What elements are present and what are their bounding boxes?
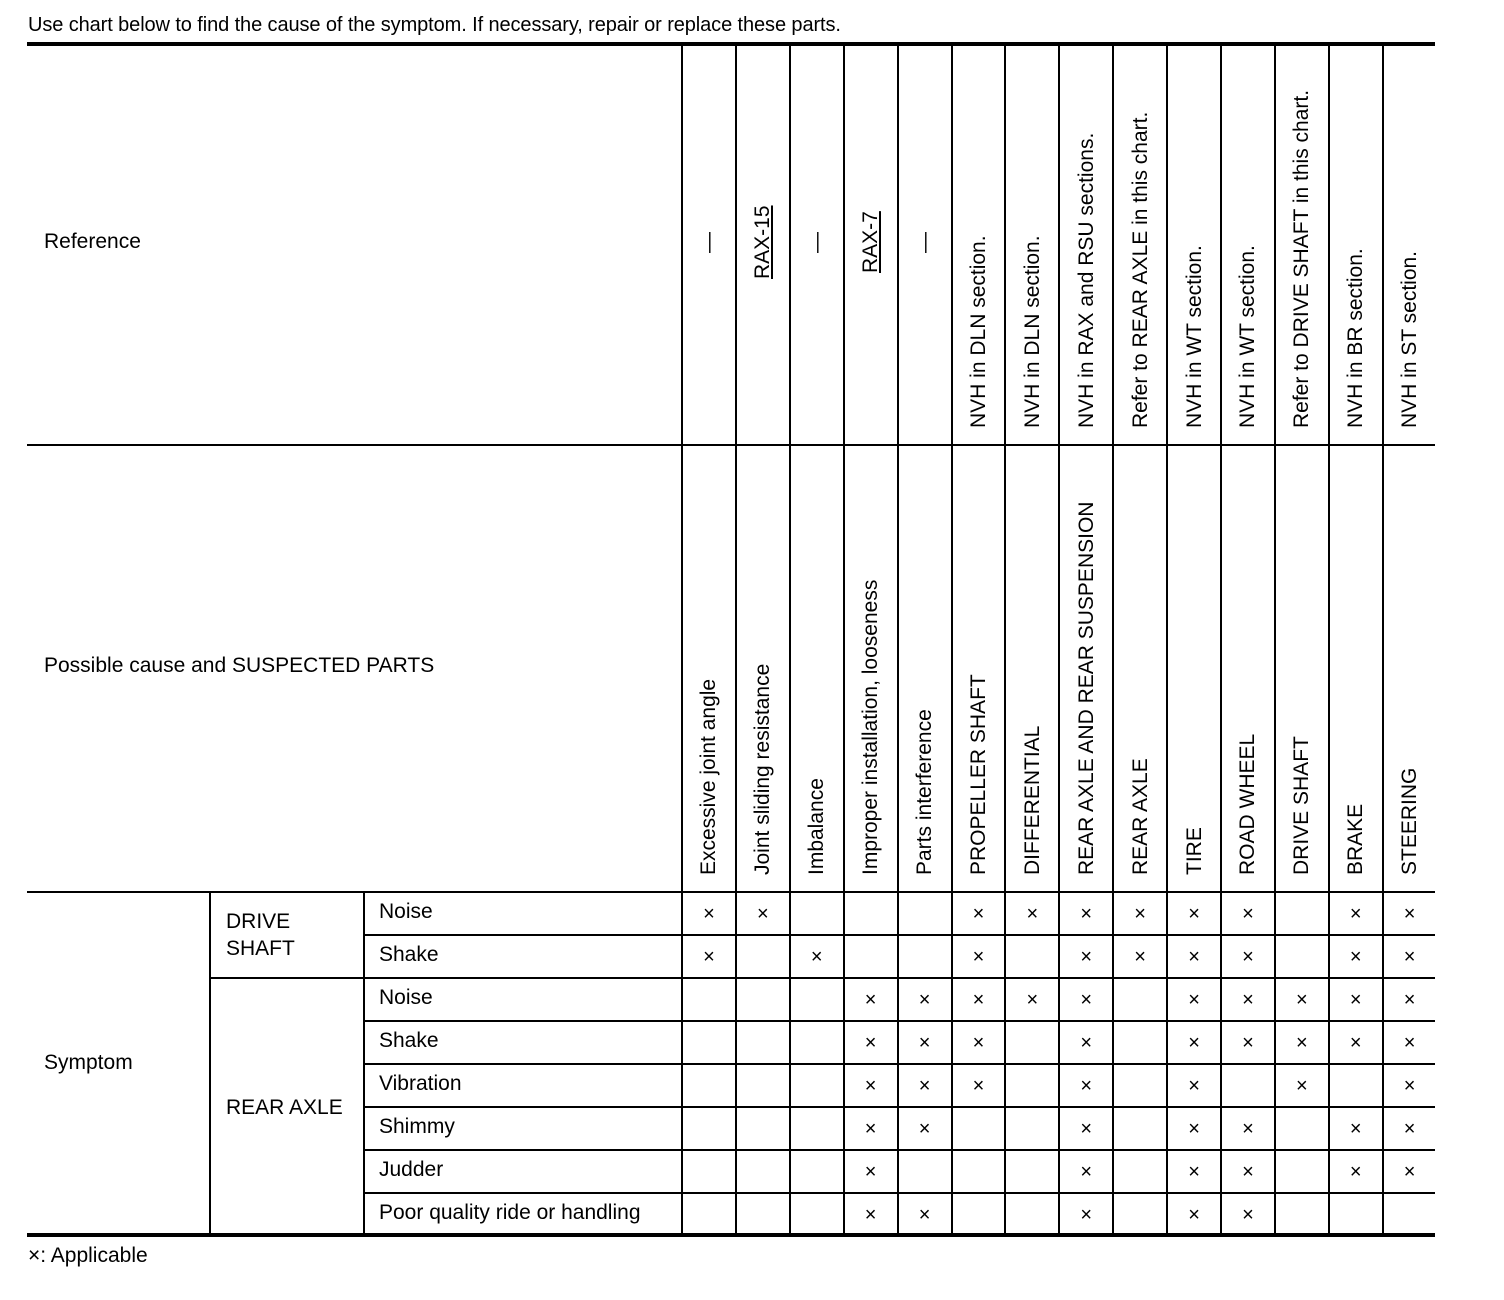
- reference-divider: [27, 444, 1435, 446]
- row-divider: [363, 1192, 1435, 1194]
- reference-row-header: Reference: [44, 230, 141, 253]
- group-divider: [209, 891, 211, 1235]
- cause-entry: REAR AXLE AND REAR SUSPENSION: [1074, 501, 1098, 875]
- reference-entry: NVH in WT section.: [1236, 245, 1260, 428]
- applicable-mark: ×: [1188, 1203, 1200, 1226]
- applicable-mark: ×: [1080, 902, 1093, 925]
- symptom-row-header: Symptom: [44, 1051, 133, 1074]
- applicable-mark: ×: [1296, 1074, 1308, 1097]
- applicable-mark: ×: [918, 1074, 931, 1097]
- applicable-mark: ×: [1349, 902, 1362, 925]
- applicable-mark: ×: [1403, 902, 1416, 925]
- reference-entry: NVH in RAX and RSU sections.: [1074, 132, 1098, 428]
- symptom-label: Noise: [379, 986, 433, 1009]
- applicable-mark: ×: [1242, 1031, 1254, 1054]
- applicable-mark: ×: [1242, 1160, 1254, 1183]
- applicable-mark: ×: [1242, 1203, 1254, 1226]
- cause-entry: Excessive joint angle: [697, 678, 721, 875]
- symptom-group-label: REAR AXLE: [226, 1095, 343, 1119]
- cause-entry: REAR AXLE: [1128, 758, 1152, 875]
- cause-entry: Parts interference: [913, 709, 937, 875]
- applicable-mark: ×: [1080, 945, 1093, 968]
- applicable-mark: ×: [1349, 1117, 1362, 1140]
- applicable-mark: ×: [1188, 1117, 1200, 1140]
- cause-entry: Improper installation, looseness: [859, 579, 883, 875]
- reference-entry: —: [913, 231, 937, 253]
- cause-divider: [27, 891, 1435, 893]
- row-divider: [363, 1149, 1435, 1151]
- applicable-mark: ×: [1188, 945, 1200, 968]
- applicable-mark: ×: [864, 1203, 877, 1226]
- column-divider: [951, 42, 953, 1235]
- applicable-mark: ×: [1080, 1074, 1093, 1097]
- applicable-mark: ×: [972, 1031, 985, 1054]
- applicable-mark: ×: [703, 945, 715, 968]
- applicable-mark: ×: [1080, 1117, 1093, 1140]
- applicable-mark: ×: [1080, 1203, 1093, 1226]
- symptom-chart-table: [27, 42, 1435, 1237]
- reference-entry: NVH in BR section.: [1344, 248, 1368, 428]
- cause-entry: DIFFERENTIAL: [1020, 725, 1044, 875]
- applicable-mark: ×: [918, 1117, 931, 1140]
- reference-entry: RAX-15: [751, 205, 775, 279]
- symptom-label: Judder: [379, 1158, 444, 1181]
- applicable-mark: ×: [972, 1074, 985, 1097]
- applicable-mark: ×: [1349, 988, 1362, 1011]
- applicable-mark: ×: [1403, 1160, 1416, 1183]
- reference-entry: —: [805, 231, 829, 253]
- symptom-label: Shake: [379, 1029, 439, 1052]
- legend-applicable: ×: Applicable: [28, 1244, 148, 1267]
- row-divider: [363, 1063, 1435, 1065]
- applicable-mark: ×: [864, 1074, 877, 1097]
- applicable-mark: ×: [1242, 1117, 1254, 1140]
- symptom-group-label: DRIVE: [226, 910, 291, 933]
- applicable-mark: ×: [1080, 1160, 1093, 1183]
- row-divider: [363, 1106, 1435, 1108]
- applicable-mark: ×: [864, 1160, 877, 1183]
- column-divider: [1112, 42, 1114, 1235]
- column-divider: [1004, 42, 1006, 1235]
- cause-entry: Imbalance: [805, 778, 829, 875]
- applicable-mark: ×: [757, 902, 769, 925]
- top-rule: [27, 42, 1435, 46]
- applicable-mark: ×: [1403, 945, 1416, 968]
- cause-entry: TIRE: [1182, 827, 1206, 875]
- reference-entry: —: [697, 231, 721, 253]
- applicable-mark: ×: [972, 902, 985, 925]
- applicable-mark: ×: [1349, 1031, 1362, 1054]
- applicable-mark: ×: [1188, 1031, 1200, 1054]
- column-divider: [1274, 42, 1276, 1235]
- applicable-mark: ×: [1188, 988, 1200, 1011]
- applicable-mark: ×: [810, 945, 823, 968]
- bottom-rule: [27, 1233, 1435, 1237]
- column-divider: [1382, 42, 1384, 1235]
- applicable-mark: ×: [1080, 1031, 1093, 1054]
- applicable-mark: ×: [1188, 1160, 1200, 1183]
- column-divider: [1328, 42, 1330, 1235]
- chart-instruction: Use chart below to find the cause of the symptom. If necessary, repair or replace these parts.: [28, 14, 841, 36]
- column-divider: [843, 42, 845, 1235]
- applicable-mark: ×: [1296, 988, 1308, 1011]
- column-divider: [1220, 42, 1222, 1235]
- applicable-mark: ×: [1349, 1160, 1362, 1183]
- applicable-mark: ×: [1242, 902, 1254, 925]
- cause-entry: Joint sliding resistance: [751, 663, 775, 875]
- applicable-mark: ×: [1242, 945, 1254, 968]
- applicable-mark: ×: [1134, 902, 1146, 925]
- row-divider: [209, 977, 1435, 979]
- applicable-mark: ×: [1188, 1074, 1200, 1097]
- cause-entry: DRIVE SHAFT: [1290, 736, 1314, 875]
- reference-entry: Refer to REAR AXLE in this chart.: [1128, 111, 1152, 428]
- applicable-mark: ×: [1349, 945, 1362, 968]
- cause-entry: ROAD WHEEL: [1236, 733, 1260, 875]
- applicable-mark: ×: [1403, 1117, 1416, 1140]
- column-divider: [1058, 42, 1060, 1235]
- reference-entry: NVH in DLN section.: [1020, 235, 1044, 428]
- reference-entry: NVH in WT section.: [1182, 245, 1206, 428]
- reference-entry: RAX-7: [859, 211, 883, 273]
- applicable-mark: ×: [703, 902, 715, 925]
- reference-entry: NVH in ST section.: [1398, 250, 1422, 428]
- row-divider: [363, 934, 1435, 936]
- column-divider: [735, 42, 737, 1235]
- applicable-mark: ×: [1242, 988, 1254, 1011]
- reference-entry: NVH in DLN section.: [966, 235, 990, 428]
- applicable-mark: ×: [1403, 1031, 1416, 1054]
- cause-entry: STEERING: [1398, 767, 1422, 875]
- applicable-mark: ×: [864, 1031, 877, 1054]
- symptom-group-label: SHAFT: [226, 937, 295, 960]
- symptom-label: Shimmy: [379, 1115, 455, 1138]
- symptom-label: Noise: [379, 900, 433, 923]
- cause-row-header: Possible cause and SUSPECTED PARTS: [44, 654, 435, 677]
- applicable-mark: ×: [1296, 1031, 1308, 1054]
- applicable-mark: ×: [918, 988, 931, 1011]
- applicable-mark: ×: [864, 988, 877, 1011]
- applicable-mark: ×: [1134, 945, 1146, 968]
- applicable-mark: ×: [918, 1031, 931, 1054]
- symptom-label: Vibration: [379, 1072, 462, 1095]
- applicable-mark: ×: [1026, 988, 1039, 1011]
- column-divider: [1166, 42, 1168, 1235]
- symptom-label: Shake: [379, 943, 439, 966]
- reference-entry: Refer to DRIVE SHAFT in this chart.: [1290, 89, 1314, 428]
- applicable-mark: ×: [1026, 902, 1039, 925]
- column-divider: [789, 42, 791, 1235]
- applicable-mark: ×: [864, 1117, 877, 1140]
- cause-entry: PROPELLER SHAFT: [966, 674, 990, 875]
- applicable-mark: ×: [972, 988, 985, 1011]
- applicable-mark: ×: [1188, 902, 1200, 925]
- column-divider: [897, 42, 899, 1235]
- column-divider: [681, 42, 683, 1235]
- applicable-mark: ×: [918, 1203, 931, 1226]
- applicable-mark: ×: [1080, 988, 1093, 1011]
- applicable-mark: ×: [1403, 988, 1416, 1011]
- symptom-label: Poor quality ride or handling: [379, 1201, 641, 1224]
- applicable-mark: ×: [1403, 1074, 1416, 1097]
- cause-entry: BRAKE: [1344, 803, 1368, 875]
- applicable-mark: ×: [972, 945, 985, 968]
- row-divider: [363, 1020, 1435, 1022]
